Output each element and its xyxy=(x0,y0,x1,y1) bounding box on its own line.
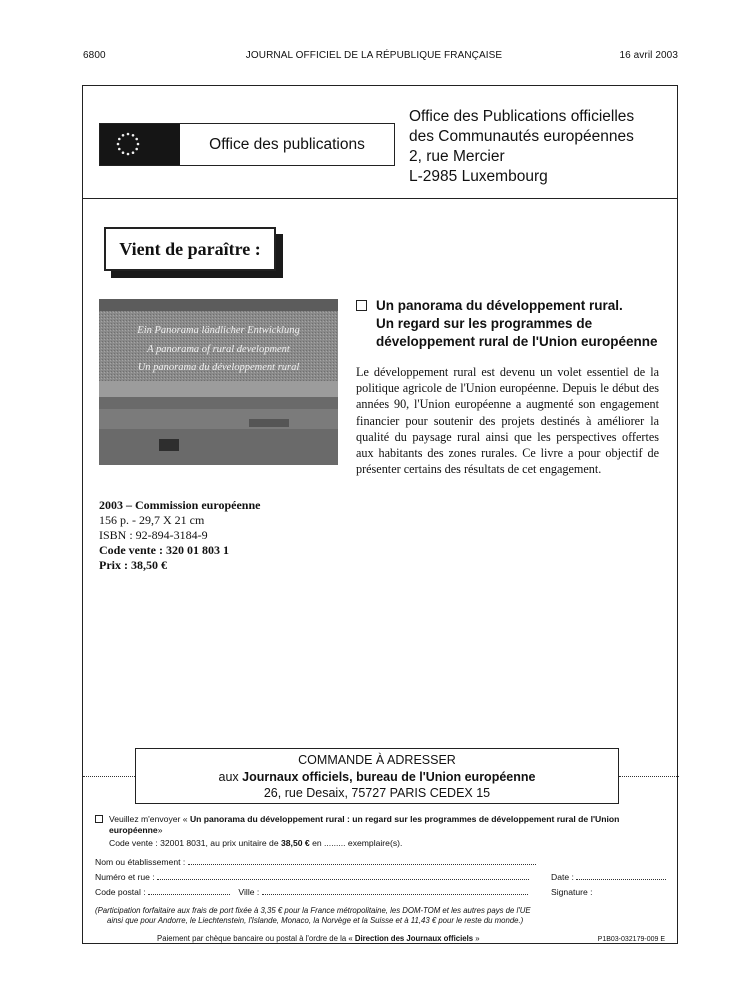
new-release-badge: Vient de paraître : xyxy=(104,227,276,271)
publisher-logo xyxy=(99,123,395,166)
logo-label: Office des publications xyxy=(209,135,365,153)
address-line: L-2985 Luxembourg xyxy=(409,168,548,185)
eu-flag-icon xyxy=(100,124,180,165)
quantity-field[interactable]: ......... xyxy=(324,838,346,848)
name-row xyxy=(95,857,536,867)
order-checkbox[interactable] xyxy=(95,815,103,823)
signature-label: Signature : xyxy=(551,887,593,897)
title-line: développement rural de l'Union européenne xyxy=(376,334,658,349)
street-row xyxy=(95,872,529,882)
address-line: 2, rue Mercier xyxy=(409,148,505,165)
cover-title-en: A panorama of rural development xyxy=(147,344,290,355)
reference-code: P1B03-032179-009 E xyxy=(597,936,665,943)
shipping-note-line: (Participation forfaitaire aux frais de port fixée à 3,35 € pour la France métropolitaine, les DOM-TOM et les autres pays de l'UE xyxy=(95,906,531,915)
date-field[interactable] xyxy=(576,872,666,880)
date-label: Date : xyxy=(551,872,574,882)
street-label: Numéro et rue : xyxy=(95,872,155,882)
section-divider xyxy=(83,198,677,199)
postal-label: Code postal : xyxy=(95,887,146,897)
order-address-box xyxy=(135,748,619,804)
publication-checkbox[interactable] xyxy=(356,300,367,311)
issue-date: 16 avril 2003 xyxy=(619,50,678,61)
cut-line-right xyxy=(619,776,679,777)
cover-title-fr: Un panorama du développement rural xyxy=(137,362,300,373)
order-code-line xyxy=(109,838,402,848)
publication-description: Le développement rural est devenu un volet essentiel de la politique agricole de l'Union européenne. Depuis le début des années 90, l'Union européenne a augmenté son engagement financier pour soutenir des projets destinés à améliorer la qualité du paysage rural ainsi que les perspectives offertes aux habitants des zones rurales. Ce livre a pour objectif de présenter certains des résultats de cet engagement. xyxy=(356,365,659,477)
page-number: 6800 xyxy=(83,50,106,61)
date-row xyxy=(551,872,666,882)
journal-title: JOURNAL OFFICIEL DE LA RÉPUBLIQUE FRANÇAISE xyxy=(245,50,503,61)
price: Prix : 38,50 € xyxy=(99,558,167,572)
order-request-title: Un panorama du développement rural : un regard sur les programmes de développement rural de l'Union européenne xyxy=(109,814,620,835)
order-request-suffix: » xyxy=(157,825,163,835)
street-field[interactable] xyxy=(157,872,529,880)
order-request xyxy=(109,814,661,836)
payment-prefix: Paiement par chèque bancaire ou postal à l'ordre de la « xyxy=(157,934,355,943)
cover-title-de: Ein Panorama ländlicher Entwicklung xyxy=(137,325,300,336)
order-street: 26, rue Desaix, 75727 PARIS CEDEX 15 xyxy=(263,786,491,800)
postal-row xyxy=(95,887,528,897)
book-cover-image xyxy=(99,299,338,465)
title-line: Un regard sur les programmes de xyxy=(376,316,593,331)
postal-field[interactable] xyxy=(148,887,230,895)
address-line: Office des Publications officielles xyxy=(409,108,635,125)
code-prefix: Code vente : 32001 8031, au prix unitaire de xyxy=(109,838,281,848)
pages-format: 156 p. - 29,7 X 21 cm xyxy=(99,513,205,527)
cut-line-left xyxy=(83,776,135,777)
isbn: ISBN : 92-894-3184-9 xyxy=(99,528,208,542)
name-field[interactable] xyxy=(188,857,536,865)
payment-payee: Direction des Journaux officiels xyxy=(354,934,474,943)
address-line: des Communautés européennes xyxy=(409,128,634,145)
city-label: Ville : xyxy=(238,887,260,897)
sales-code: Code vente : 320 01 803 1 xyxy=(99,543,229,557)
code-mid: en xyxy=(309,838,325,848)
order-recipient-name: Journaux officiels, bureau de l'Union européenne xyxy=(242,769,536,784)
publication-title xyxy=(356,297,666,351)
publication-details xyxy=(99,498,260,573)
shipping-note xyxy=(95,906,655,926)
title-line: Un panorama du développement rural. xyxy=(376,298,623,313)
order-heading: COMMANDE À ADRESSER xyxy=(298,753,456,767)
code-suffix: exemplaire(s). xyxy=(345,838,403,848)
city-field[interactable] xyxy=(262,887,528,895)
order-request-prefix: Veuillez m'envoyer « xyxy=(109,814,190,824)
payment-suffix: » xyxy=(473,934,480,943)
order-recipient-prefix: aux xyxy=(218,769,243,784)
advertisement-frame xyxy=(82,85,678,944)
unit-price: 38,50 € xyxy=(281,838,310,848)
publisher-address xyxy=(409,107,634,187)
payment-instructions xyxy=(157,934,480,943)
year-publisher: 2003 – Commission européenne xyxy=(99,498,261,512)
shipping-note-line: ainsi que pour Andorre, le Liechtenstein, l'Islande, Monaco, la Norvège et la Suisse et à 11,43 € pour le reste du monde.) xyxy=(107,916,524,925)
name-label: Nom ou établissement : xyxy=(95,857,186,867)
order-recipient xyxy=(136,769,618,786)
